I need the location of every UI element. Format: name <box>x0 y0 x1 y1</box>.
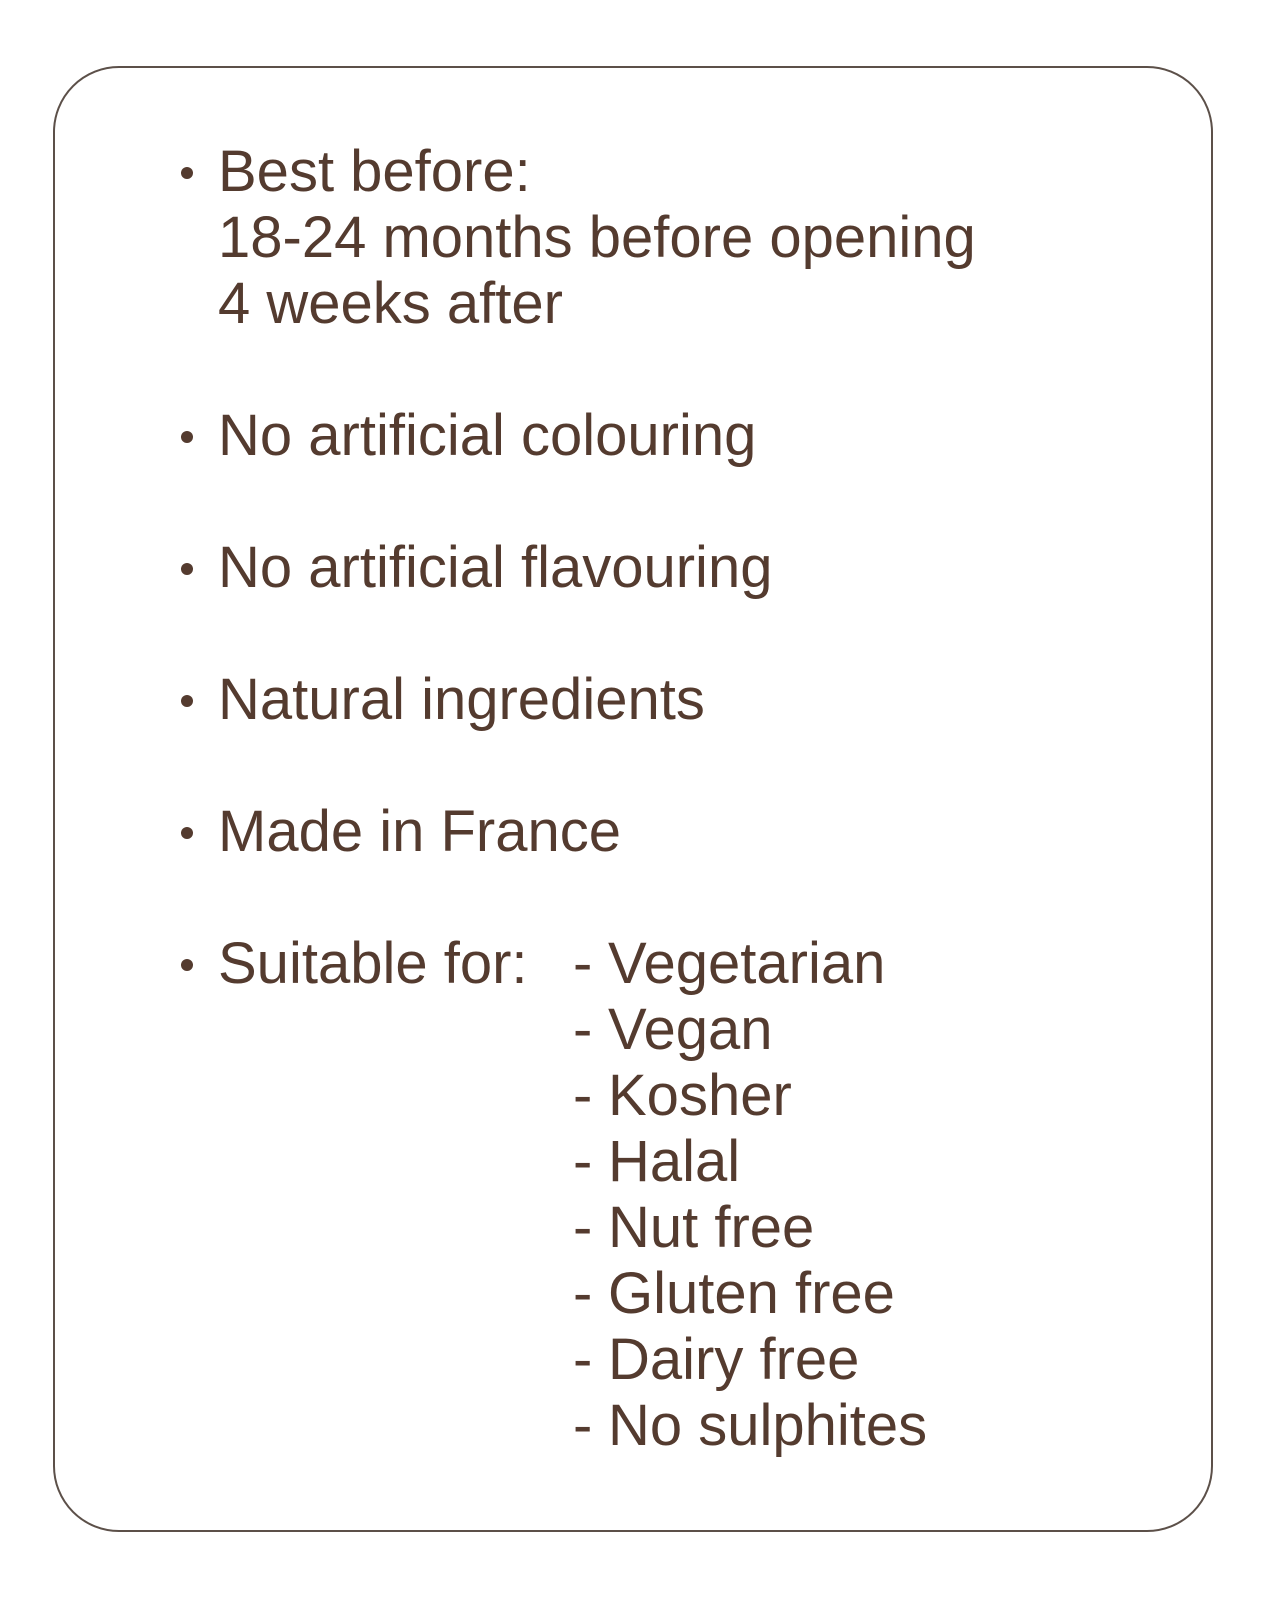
sub-item-gluten-free <box>573 1261 1181 1327</box>
sub-item-dairy-free <box>573 1327 1181 1393</box>
no-artificial-colouring-text: No artificial colouring <box>218 403 757 468</box>
bullet-icon <box>181 563 193 575</box>
bullet-col <box>169 139 218 205</box>
bullet-icon <box>181 827 193 839</box>
bullet-col <box>169 799 218 865</box>
bullet-icon <box>181 959 193 971</box>
dash-glyph: - <box>573 997 593 1062</box>
best-before-text <box>218 139 1181 337</box>
made-in-france-text: Made in France <box>218 799 621 864</box>
dash-glyph: - <box>573 931 593 996</box>
sub-item-no-sulphites <box>573 1393 1181 1459</box>
dash-glyph: - <box>573 1129 593 1194</box>
bullet-col <box>169 667 218 733</box>
no-artificial-flavouring-text: No artificial flavouring <box>218 535 773 600</box>
sub-item-kosher <box>573 1063 1181 1129</box>
sub-item-vegetarian <box>573 931 1181 997</box>
sub-item-text: Kosher <box>608 1063 792 1128</box>
sub-item-text: Halal <box>608 1129 741 1194</box>
best-before-line-3: 4 weeks after <box>218 271 563 336</box>
best-before-line-2: 18-24 months before opening <box>218 205 976 270</box>
list-item-natural-ingredients <box>169 667 1181 733</box>
bullet-icon <box>181 431 193 443</box>
list-item-no-artificial-flavouring <box>169 535 1181 601</box>
natural-ingredients-text: Natural ingredients <box>218 667 705 732</box>
sub-item-nut-free <box>573 1195 1181 1261</box>
dash-glyph: - <box>573 1261 593 1326</box>
suitable-for-list <box>573 931 1181 1459</box>
sub-item-halal <box>573 1129 1181 1195</box>
suitable-for-row <box>218 931 1181 1459</box>
bullet-icon <box>181 167 193 179</box>
list-item-suitable-for <box>169 931 1181 1459</box>
sub-item-vegan <box>573 997 1181 1063</box>
sub-item-text: Vegan <box>608 997 773 1062</box>
bullet-col <box>169 403 218 469</box>
sub-item-text: Gluten free <box>608 1261 895 1326</box>
sub-item-text: Vegetarian <box>608 931 886 996</box>
label-card <box>53 66 1213 1532</box>
best-before-line-1: Best before: <box>218 139 531 204</box>
suitable-for-label: Suitable for: <box>218 931 528 996</box>
bullet-col <box>169 535 218 601</box>
sub-item-text: No sulphites <box>608 1393 928 1458</box>
list-item-best-before <box>169 139 1181 337</box>
sub-item-text: Nut free <box>608 1195 815 1260</box>
dash-glyph: - <box>573 1393 593 1458</box>
sub-item-text: Dairy free <box>608 1327 860 1392</box>
list-item-made-in-france <box>169 799 1181 865</box>
dash-glyph: - <box>573 1327 593 1392</box>
dash-glyph: - <box>573 1063 593 1128</box>
bullet-icon <box>181 695 193 707</box>
dash-glyph: - <box>573 1195 593 1260</box>
list-item-no-artificial-colouring <box>169 403 1181 469</box>
bullet-col <box>169 931 218 997</box>
